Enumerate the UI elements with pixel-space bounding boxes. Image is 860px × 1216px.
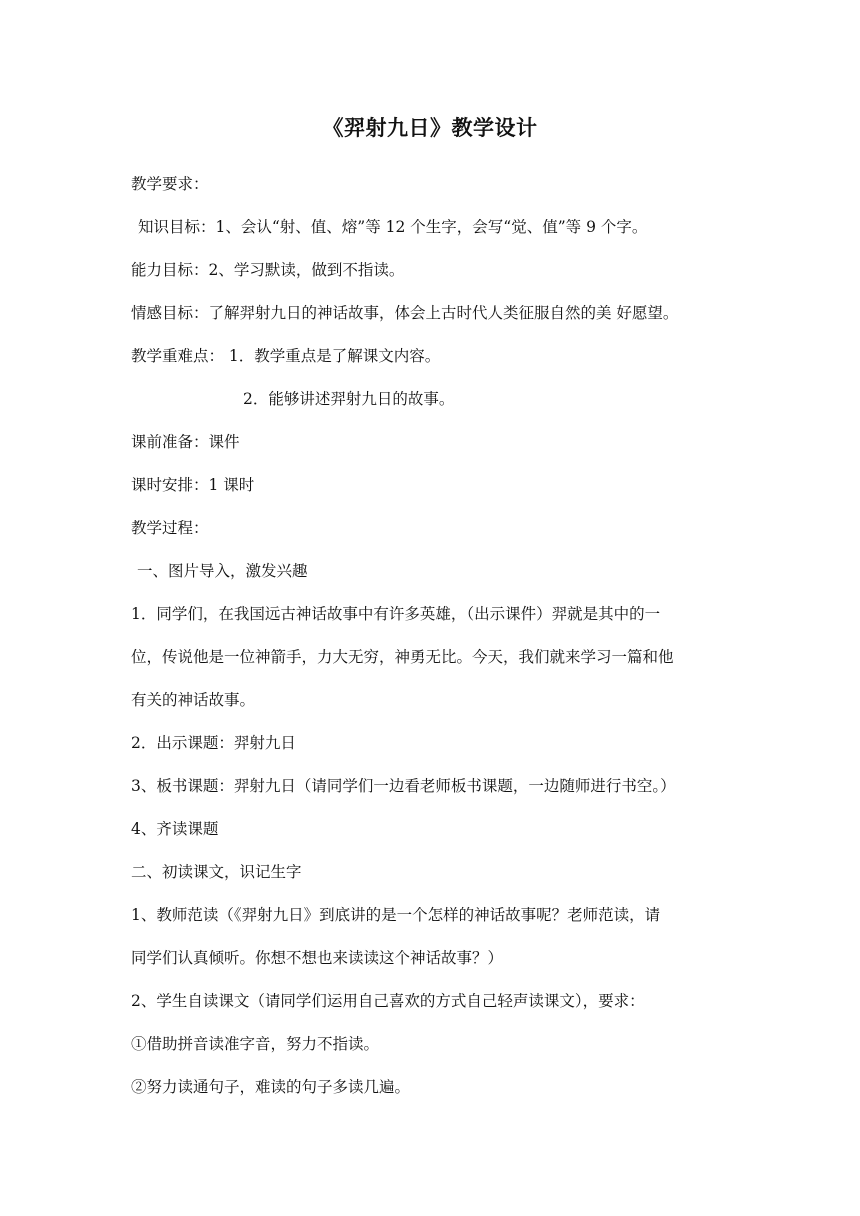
paragraph-line: 能力目标：2、学习默读，做到不指读。 bbox=[131, 261, 405, 279]
paragraph-line: 教学过程： bbox=[131, 519, 209, 537]
paragraph-line: 4、齐读课题 bbox=[131, 820, 219, 838]
paragraph-line: 3、板书课题：羿射九日（请同学们一边看老师板书课题，一边随师进行书空。） bbox=[131, 777, 676, 795]
paragraph-line: 2．能够讲述羿射九日的故事。 bbox=[243, 390, 455, 408]
paragraph-line: 2．出示课题：羿射九日 bbox=[131, 734, 296, 752]
paragraph-line: 同学们认真倾听。你想不想也来读读这个神话故事？） bbox=[131, 949, 504, 967]
paragraph-line: 课时安排：1 课时 bbox=[131, 476, 255, 494]
paragraph-line: 1．同学们，在我国远古神话故事中有许多英雄，（出示课件）羿就是其中的一 bbox=[131, 605, 661, 623]
paragraph-line: 课前准备：课件 bbox=[131, 433, 240, 451]
paragraph-line: 教学重难点： 1．教学重点是了解课文内容。 bbox=[131, 347, 441, 365]
paragraph-line: 情感目标：了解羿射九日的神话故事，体会上古时代人类征服自然的美 好愿望。 bbox=[131, 304, 679, 322]
paragraph-line: ②努力读通句子，难读的句子多读几遍。 bbox=[131, 1078, 411, 1096]
paragraph-line: 教学要求： bbox=[131, 175, 209, 193]
paragraph-line: 一、图片导入，激发兴趣 bbox=[137, 562, 308, 580]
paragraph-line: 有关的神话故事。 bbox=[131, 691, 256, 709]
document-title: 《羿射九日》教学设计 bbox=[322, 115, 538, 140]
paragraph-line: 二、初读课文，识记生字 bbox=[131, 863, 302, 881]
paragraph-line: ①借助拼音读准字音，努力不指读。 bbox=[131, 1035, 380, 1053]
paragraph-line: 1、教师范读（《羿射九日》到底讲的是一个怎样的神话故事呢？老师范读，请 bbox=[131, 906, 661, 924]
paragraph-line: 知识目标：1、会认“射、值、熔”等 12 个生字，会写“觉、值”等 9 个字。 bbox=[138, 218, 648, 236]
paragraph-line: 位，传说他是一位神箭手，力大无穷，神勇无比。今天，我们就来学习一篇和他 bbox=[131, 648, 674, 666]
paragraph-line: 2、学生自读课文（请同学们运用自己喜欢的方式自己轻声读课文），要求： bbox=[131, 992, 645, 1010]
